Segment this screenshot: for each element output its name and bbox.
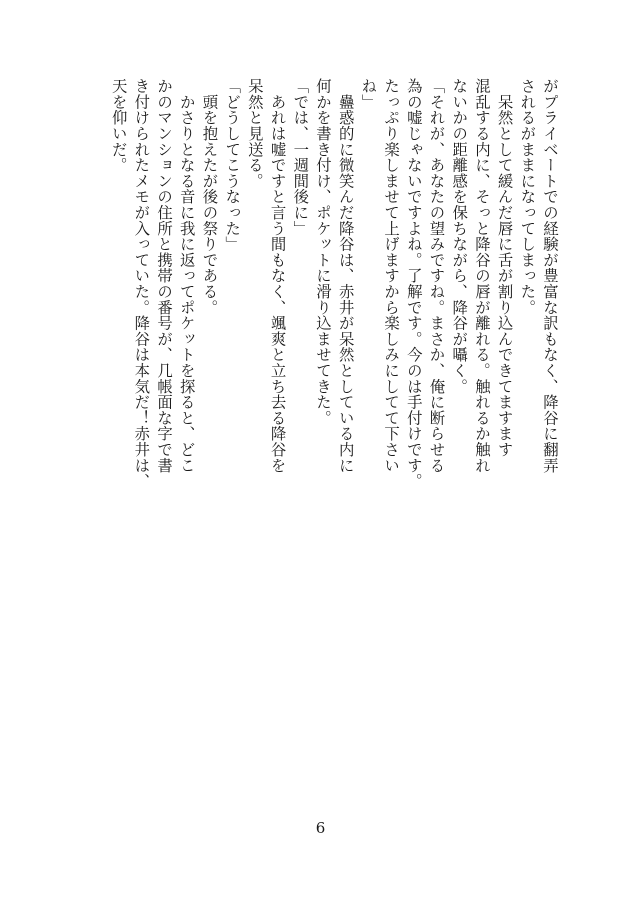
text-line: 混乱する内に、そっと降谷の唇が離れる。触れるか触れ <box>472 78 491 473</box>
vertical-text-body <box>107 78 561 488</box>
text-line: 為の嘘じゃないですよね。了解です。今のは手付けです。 <box>404 78 423 489</box>
text-line: かさりとなる音に我に返ってポケットを探ると、どこ <box>177 78 196 473</box>
text-line: き付けられたメモが入っていた。降谷は本気だ！赤井は、 <box>132 78 151 489</box>
text-line: されるがままになってしまった。 <box>518 78 537 315</box>
text-line: 呆然として緩んだ唇に舌が割り込んできてますます <box>495 78 514 458</box>
text-line: 「では、一週間後に」 <box>291 78 310 236</box>
text-line: 「それが、あなたの望みですね。まさか、俺に断らせる <box>427 78 446 473</box>
text-line: かのマンションの住所と携帯の番号が、几帳面な字で書 <box>155 78 174 473</box>
text-line: 「どうしてこうなった」 <box>223 78 242 252</box>
text-line: 天を仰いだ。 <box>109 78 128 173</box>
text-line: 何かを書き付け、ポケットに滑り込ませてきた。 <box>313 78 332 426</box>
text-line: ね」 <box>359 78 378 110</box>
text-line: たっぷり楽しませて上げますから楽しみにしてて下さい <box>382 78 401 473</box>
text-line: ないかの距離感を保ちながら、降谷が囁く。 <box>450 78 469 394</box>
page-number: 6 <box>315 819 326 837</box>
text-line: あれは嘘ですと言う間もなく、颯爽と立ち去る降谷を <box>268 78 287 473</box>
text-line: 頭を抱えたが後の祭りである。 <box>200 78 219 315</box>
text-line: 蠱惑的に微笑んだ降谷は、赤井が呆然としている内に <box>336 78 355 473</box>
text-line: 呆然と見送る。 <box>245 78 264 189</box>
text-line: がプライベートでの経験が豊富な訳もなく、降谷に翻弄 <box>541 78 559 473</box>
